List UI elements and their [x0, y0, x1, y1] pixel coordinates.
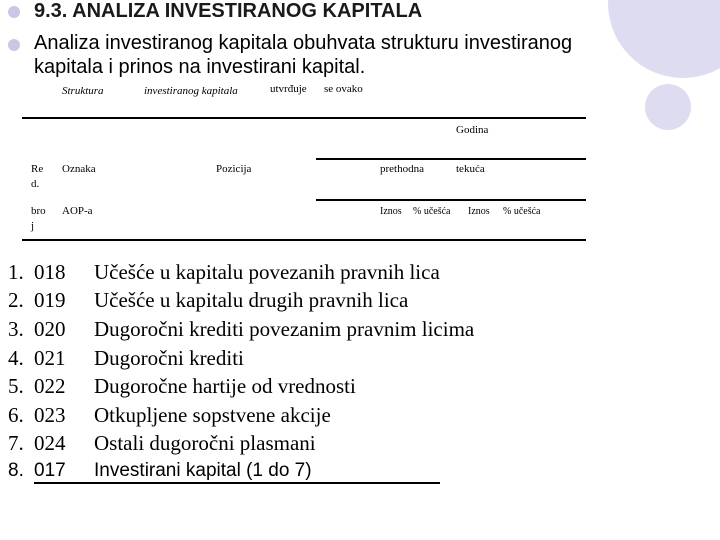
year-split-rule: [316, 199, 586, 201]
row-label: Dugoročni krediti: [94, 346, 244, 370]
row-label: Učešće u kapitalu drugih pravnih lica: [94, 288, 409, 312]
decorative-circle-large: [608, 0, 720, 78]
row-label: Dugoročne hartije od vrednosti: [94, 374, 356, 398]
row-label: Ostali dugoročni plasmani: [94, 431, 316, 455]
intro-word-investiranog-kapitala: investiranog kapitala: [144, 85, 238, 97]
row-code: 018: [34, 260, 66, 284]
header-iznos-prethodna: Iznos: [380, 206, 402, 217]
bullet-icon: [8, 6, 20, 18]
header-pozicija: Pozicija: [216, 163, 252, 175]
row-number: 7.: [8, 431, 24, 455]
intro-word-utvrduje: utvrđuje: [270, 83, 307, 95]
total-underline: [34, 482, 440, 484]
row-label: Učešće u kapitalu povezanih pravnih lica: [94, 260, 440, 284]
row-label: Investirani kapital (1 do 7): [94, 460, 312, 481]
intro-word-struktura: Struktura: [62, 85, 104, 97]
row-number: 6.: [8, 403, 24, 427]
header-ucesca-prethodna: % učešća: [413, 206, 451, 217]
header-ucesca-tekuca: % učešća: [503, 206, 541, 217]
header-bro-1: bro: [31, 205, 46, 217]
intro-word-se-ovako: se ovako: [324, 83, 363, 95]
row-code: 020: [34, 317, 66, 341]
header-tekuca: tekuća: [456, 163, 485, 175]
row-code: 017: [34, 460, 66, 481]
row-code: 022: [34, 374, 66, 398]
header-iznos-tekuca: Iznos: [468, 206, 490, 217]
row-code: 024: [34, 431, 66, 455]
bullet-text-line2: kapitala i prinos na investirani kapital.: [34, 56, 366, 78]
row-number: 3.: [8, 317, 24, 341]
header-prethodna: prethodna: [380, 163, 424, 175]
slide-title: 9.3. ANALIZA INVESTIRANOG KAPITALA: [34, 0, 423, 22]
row-code: 023: [34, 403, 66, 427]
godina-rule: [316, 158, 586, 160]
row-number: 4.: [8, 346, 24, 370]
table-header-bottom-rule: [22, 239, 586, 241]
row-code: 019: [34, 288, 66, 312]
header-red-2: d.: [31, 178, 40, 190]
bullet-icon: [8, 39, 20, 51]
row-number: 5.: [8, 374, 24, 398]
bullet-text-line1: Analiza investiranog kapitala obuhvata strukturu investiranog: [34, 32, 573, 54]
header-godina: Godina: [456, 124, 489, 136]
decorative-circle-small: [645, 84, 691, 130]
header-aop: AOP-a: [62, 205, 93, 217]
row-number: 2.: [8, 288, 24, 312]
row-number: 1.: [8, 260, 24, 284]
row-code: 021: [34, 346, 66, 370]
table-top-rule: [22, 117, 586, 119]
header-red-1: Re: [31, 163, 44, 175]
row-number: 8.: [8, 460, 24, 481]
header-oznaka: Oznaka: [62, 163, 96, 175]
row-label: Dugoročni krediti povezanim pravnim licima: [94, 317, 475, 341]
header-bro-2: j: [31, 220, 35, 232]
row-label: Otkupljene sopstvene akcije: [94, 403, 331, 427]
